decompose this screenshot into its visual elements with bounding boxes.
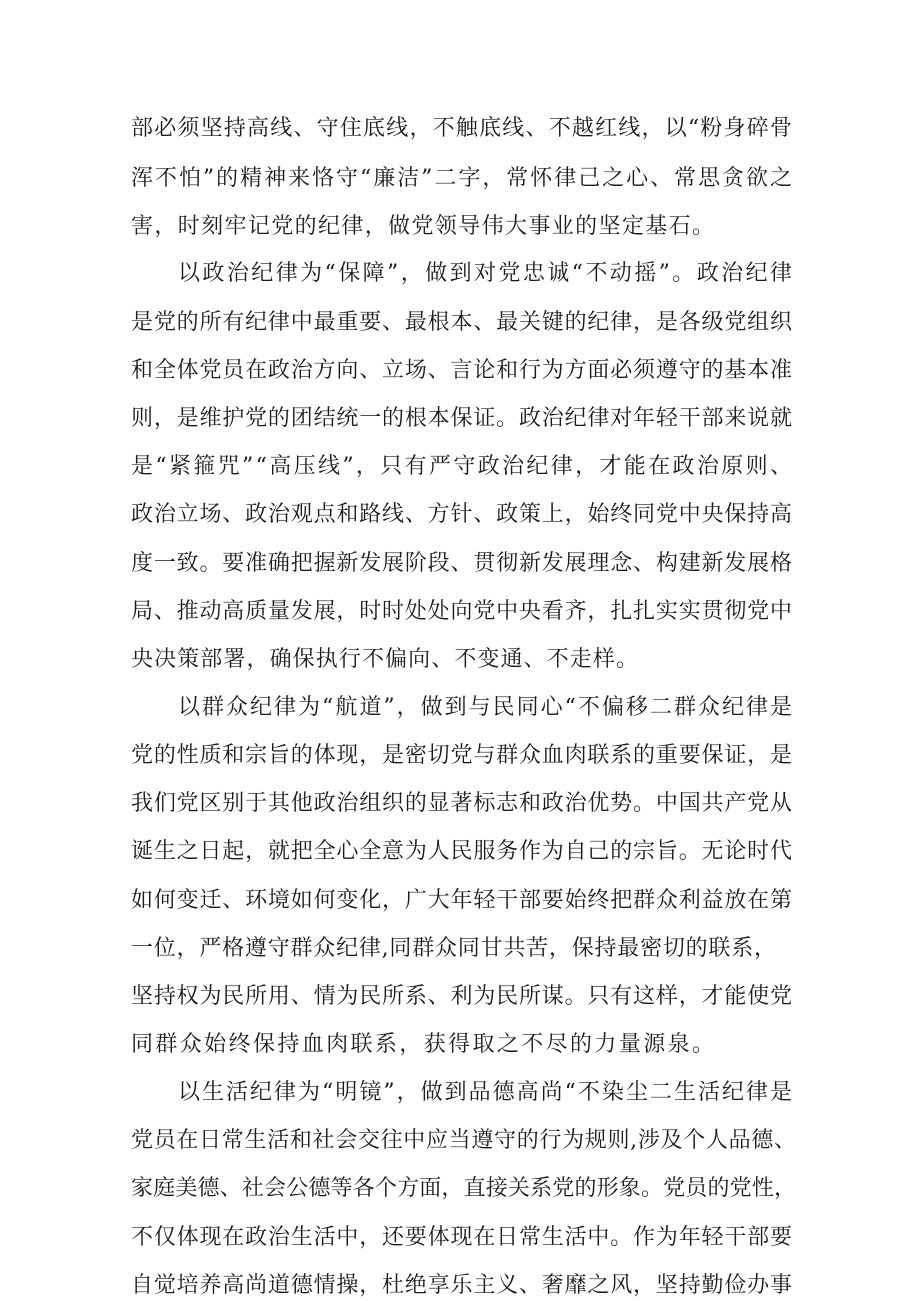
text-line [0,547,920,581]
text-line [0,210,920,244]
text-line [0,739,920,773]
text-line [0,643,920,677]
text-line-content: 是“紧箍咒”“高压线”，只有严守政治纪律，才能在政治原则、 [131,454,795,479]
text-line [0,691,920,725]
text-line [0,402,920,436]
text-line [0,884,920,918]
text-line-content: 央决策部署，确保执行不偏向、不变通、不走样。 [131,647,640,672]
text-line [0,354,920,388]
text-line-content: 自觉培养高尚道德情操，杜绝享乐主义、奢靡之风，坚持勤俭办事 [131,1273,793,1298]
text-line-content: 浑不怕”的精神来恪守“廉洁”二字，常怀律己之心、常思贪欲之 [131,166,794,191]
text-line [0,450,920,484]
text-line [0,1124,920,1158]
text-line [0,257,920,291]
text-line-content: 诞生之日起，就把全心全意为人民服务作为自己的宗旨。无论时代 [131,839,793,864]
text-line-content: 我们党区别于其他政治组织的显著标志和政治优势。中国共产党从 [131,791,793,816]
text-line-content: 坚持权为民所用、情为民所系、利为民所谋。只有这样，才能使党 [131,984,793,1009]
text-line-content: 是党的所有纪律中最重要、最根本、最关键的纪律，是各级党组织 [131,310,793,335]
text-line [0,980,920,1014]
text-line-content: 如何变迁、环境如何变化，广大年轻干部要始终把群众利益放在第 [131,888,793,913]
text-line [0,932,920,966]
text-line-content: 则，是维护党的团结统一的根本保证。政治纪律对年轻干部来说就 [131,406,793,431]
text-line-content: 政治立场、政治观点和路线、方针、政策上，始终同党中央保持高 [131,502,793,527]
text-line-content: 害，时刻牢记党的纪律，做党领导伟大事业的坚定基石。 [131,214,716,239]
text-line [0,498,920,532]
text-line-content: 党的性质和宗旨的体现，是密切党与群众血肉联系的重要保证，是 [131,743,793,768]
text-line [0,1269,920,1301]
text-line-content: 以政治纪律为“保障”，做到对党忠诚“不动摇”。政治纪律 [178,261,795,286]
text-line-content: 不仅体现在政治生活中，还要体现在日常生活中。作为年轻干部要 [131,1225,793,1250]
text-line-content: 同群众始终保持血肉联系，获得取之不尽的力量源泉。 [131,1032,717,1057]
text-line [0,1221,920,1255]
text-line [0,1028,920,1062]
text-line [0,1076,920,1110]
text-line [0,835,920,869]
text-line [0,162,920,196]
text-line-content: 局、推动高质量发展，时时处处向党中央看齐，扎扎实实贯彻党中 [131,599,793,624]
text-line-content: 部必须坚持高线、守住底线，不触底线、不越红线，以“粉身碎骨 [131,116,794,141]
text-line [0,306,920,340]
text-line [0,787,920,821]
text-line-content: 家庭美德、社会公德等各个方面，直接关系党的形象。党员的党性， [131,1176,797,1201]
text-line [0,112,920,146]
text-line-content: 以群众纪律为“航道”，做到与民同心“不偏移二群众纪律是 [178,695,795,720]
text-line-content: 和全体党员在政治方向、立场、言论和行为方面必须遵守的基本准 [131,358,793,383]
text-line-content: 以生活纪律为“明镜”，做到品德高尚“不染尘二生活纪律是 [178,1080,795,1105]
text-line-content: 度一致。要准确把握新发展阶段、贯彻新发展理念、构建新发展格 [131,551,793,576]
text-line-content: 党员在日常生活和社会交往中应当遵守的行为规则,涉及个人品德、 [131,1128,797,1153]
text-line [0,1172,920,1206]
text-line-content: 一位，严格遵守群众纪律,同群众同甘共苦，保持最密切的联系， [131,936,777,961]
text-line [0,595,920,629]
